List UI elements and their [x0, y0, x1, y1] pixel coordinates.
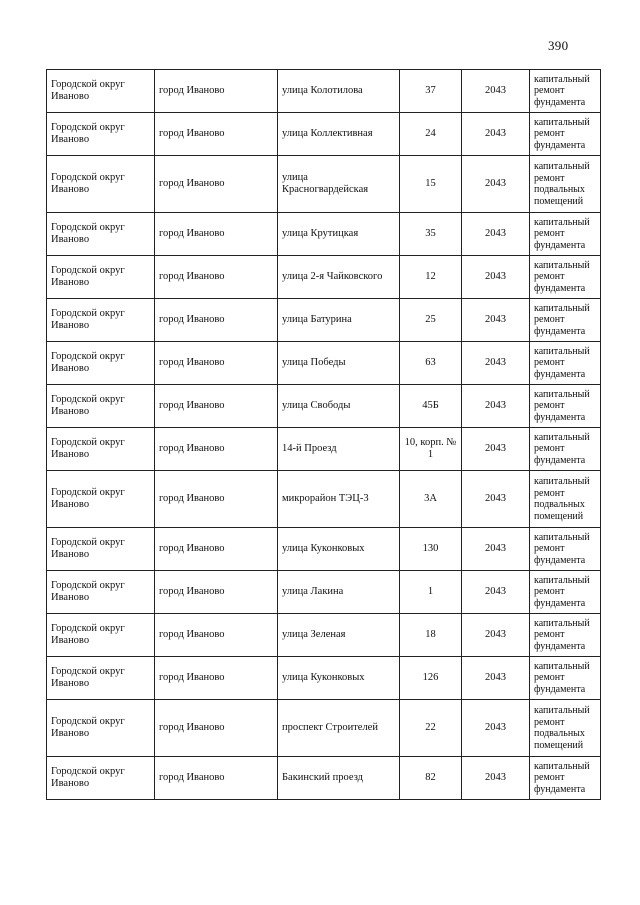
- work-type-cell: капитальный ремонт подвальных помещений: [530, 471, 601, 528]
- house-number-cell: 18: [400, 614, 462, 657]
- district-cell: Городской округ Иваново: [47, 700, 155, 757]
- street-cell: улица Колотилова: [278, 70, 400, 113]
- house-number-cell: 45Б: [400, 385, 462, 428]
- city-cell: город Иваново: [155, 757, 278, 800]
- work-type-cell: капитальный ремонт подвальных помещений: [530, 156, 601, 213]
- work-type-cell: капитальный ремонт фундамента: [530, 571, 601, 614]
- year-cell: 2043: [462, 156, 530, 213]
- repair-schedule-table: [46, 69, 601, 800]
- year-cell: 2043: [462, 700, 530, 757]
- table-row: [47, 342, 601, 385]
- table-row: [47, 528, 601, 571]
- house-number-cell: 22: [400, 700, 462, 757]
- city-cell: город Иваново: [155, 571, 278, 614]
- district-cell: Городской округ Иваново: [47, 614, 155, 657]
- street-cell: улица Зеленая: [278, 614, 400, 657]
- district-cell: Городской округ Иваново: [47, 256, 155, 299]
- year-cell: 2043: [462, 256, 530, 299]
- table-row: [47, 657, 601, 700]
- work-type-cell: капитальный ремонт фундамента: [530, 428, 601, 471]
- district-cell: Городской округ Иваново: [47, 342, 155, 385]
- street-cell: улица Куконковых: [278, 528, 400, 571]
- street-cell: проспект Строителей: [278, 700, 400, 757]
- table-row: [47, 385, 601, 428]
- table-row: [47, 471, 601, 528]
- street-cell: улица 2-я Чайковского: [278, 256, 400, 299]
- year-cell: 2043: [462, 428, 530, 471]
- district-cell: Городской округ Иваново: [47, 528, 155, 571]
- year-cell: 2043: [462, 614, 530, 657]
- year-cell: 2043: [462, 299, 530, 342]
- house-number-cell: 15: [400, 156, 462, 213]
- year-cell: 2043: [462, 657, 530, 700]
- house-number-cell: 126: [400, 657, 462, 700]
- year-cell: 2043: [462, 528, 530, 571]
- year-cell: 2043: [462, 385, 530, 428]
- year-cell: 2043: [462, 342, 530, 385]
- house-number-cell: 25: [400, 299, 462, 342]
- district-cell: Городской округ Иваново: [47, 299, 155, 342]
- house-number-cell: 1: [400, 571, 462, 614]
- street-cell: улица Лакина: [278, 571, 400, 614]
- work-type-cell: капитальный ремонт фундамента: [530, 757, 601, 800]
- page-number: 390: [548, 38, 569, 53]
- city-cell: город Иваново: [155, 156, 278, 213]
- house-number-cell: 24: [400, 113, 462, 156]
- work-type-cell: капитальный ремонт фундамента: [530, 528, 601, 571]
- year-cell: 2043: [462, 471, 530, 528]
- street-cell: улица Коллективная: [278, 113, 400, 156]
- table-row: [47, 614, 601, 657]
- city-cell: город Иваново: [155, 213, 278, 256]
- house-number-cell: 10, корп. № 1: [400, 428, 462, 471]
- street-cell: Бакинский проезд: [278, 757, 400, 800]
- district-cell: Городской округ Иваново: [47, 70, 155, 113]
- street-cell: улица Красногвардейская: [278, 156, 400, 213]
- district-cell: Городской округ Иваново: [47, 385, 155, 428]
- work-type-cell: капитальный ремонт фундамента: [530, 657, 601, 700]
- work-type-cell: капитальный ремонт фундамента: [530, 299, 601, 342]
- house-number-cell: 35: [400, 213, 462, 256]
- city-cell: город Иваново: [155, 614, 278, 657]
- street-cell: улица Батурина: [278, 299, 400, 342]
- table-row: [47, 299, 601, 342]
- work-type-cell: капитальный ремонт подвальных помещений: [530, 700, 601, 757]
- table-row: [47, 571, 601, 614]
- city-cell: город Иваново: [155, 528, 278, 571]
- table-row: [47, 256, 601, 299]
- street-cell: микрорайон ТЭЦ-3: [278, 471, 400, 528]
- district-cell: Городской округ Иваново: [47, 657, 155, 700]
- district-cell: Городской округ Иваново: [47, 428, 155, 471]
- city-cell: город Иваново: [155, 428, 278, 471]
- house-number-cell: 37: [400, 70, 462, 113]
- work-type-cell: капитальный ремонт фундамента: [530, 256, 601, 299]
- table-row: [47, 700, 601, 757]
- house-number-cell: 12: [400, 256, 462, 299]
- table-row: [47, 213, 601, 256]
- street-cell: улица Победы: [278, 342, 400, 385]
- house-number-cell: 3А: [400, 471, 462, 528]
- year-cell: 2043: [462, 113, 530, 156]
- work-type-cell: капитальный ремонт фундамента: [530, 385, 601, 428]
- street-cell: улица Крутицкая: [278, 213, 400, 256]
- city-cell: город Иваново: [155, 385, 278, 428]
- work-type-cell: капитальный ремонт фундамента: [530, 113, 601, 156]
- street-cell: 14-й Проезд: [278, 428, 400, 471]
- district-cell: Городской округ Иваново: [47, 757, 155, 800]
- year-cell: 2043: [462, 571, 530, 614]
- work-type-cell: капитальный ремонт фундамента: [530, 213, 601, 256]
- district-cell: Городской округ Иваново: [47, 156, 155, 213]
- district-cell: Городской округ Иваново: [47, 213, 155, 256]
- house-number-cell: 130: [400, 528, 462, 571]
- table-row: [47, 113, 601, 156]
- city-cell: город Иваново: [155, 256, 278, 299]
- city-cell: город Иваново: [155, 113, 278, 156]
- year-cell: 2043: [462, 757, 530, 800]
- year-cell: 2043: [462, 213, 530, 256]
- city-cell: город Иваново: [155, 70, 278, 113]
- district-cell: Городской округ Иваново: [47, 113, 155, 156]
- house-number-cell: 63: [400, 342, 462, 385]
- district-cell: Городской округ Иваново: [47, 471, 155, 528]
- table-row: [47, 757, 601, 800]
- work-type-cell: капитальный ремонт фундамента: [530, 70, 601, 113]
- street-cell: улица Куконковых: [278, 657, 400, 700]
- city-cell: город Иваново: [155, 299, 278, 342]
- city-cell: город Иваново: [155, 657, 278, 700]
- house-number-cell: 82: [400, 757, 462, 800]
- year-cell: 2043: [462, 70, 530, 113]
- table-row: [47, 70, 601, 113]
- table-body: [47, 70, 601, 800]
- table-row: [47, 428, 601, 471]
- street-cell: улица Свободы: [278, 385, 400, 428]
- work-type-cell: капитальный ремонт фундамента: [530, 614, 601, 657]
- district-cell: Городской округ Иваново: [47, 571, 155, 614]
- work-type-cell: капитальный ремонт фундамента: [530, 342, 601, 385]
- table-row: [47, 156, 601, 213]
- city-cell: город Иваново: [155, 471, 278, 528]
- city-cell: город Иваново: [155, 342, 278, 385]
- city-cell: город Иваново: [155, 700, 278, 757]
